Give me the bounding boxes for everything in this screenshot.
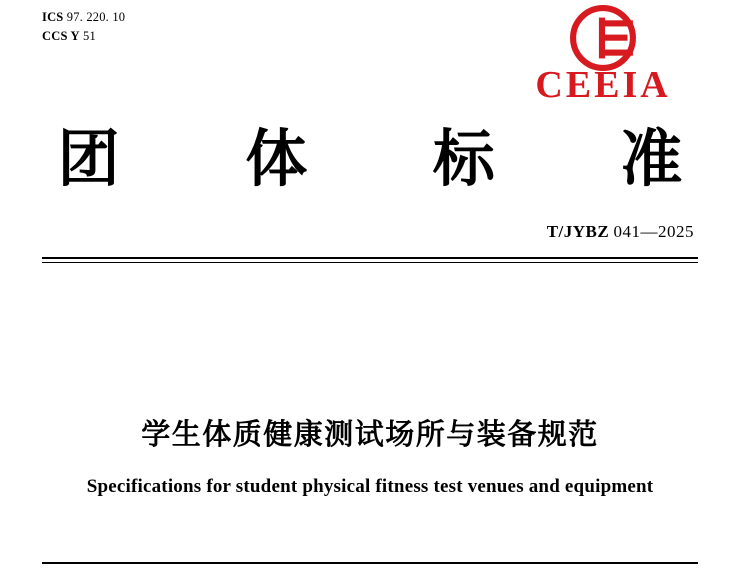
classification-codes xyxy=(42,8,125,47)
divider-top-thick xyxy=(42,257,698,259)
ccs-code-label: CCS Y xyxy=(42,29,80,44)
ccs-code-value: 51 xyxy=(83,29,96,44)
standard-number-prefix: T/JYBZ xyxy=(546,222,610,241)
standard-number-value: 041—2025 xyxy=(613,222,694,241)
ics-code-line xyxy=(42,8,125,27)
ccs-code-line xyxy=(42,27,125,46)
divider-bottom xyxy=(42,562,698,564)
ceeia-logo xyxy=(508,4,698,112)
ics-code-value: 97. 220. 10 xyxy=(66,10,126,24)
document-title-chinese: 学生体质健康测试场所与装备规范 xyxy=(141,417,599,451)
ceeia-wordmark: CEEIA xyxy=(535,64,671,106)
ceeia-emblem-icon xyxy=(569,4,637,72)
document-title-english: Specifications for student physical fitness test venues and equipment xyxy=(86,476,654,497)
divider-top-thin xyxy=(42,262,698,263)
ics-code-label: ICS xyxy=(42,10,64,24)
standard-number xyxy=(547,222,694,242)
page-title: 团 体 标 准 xyxy=(57,122,735,195)
